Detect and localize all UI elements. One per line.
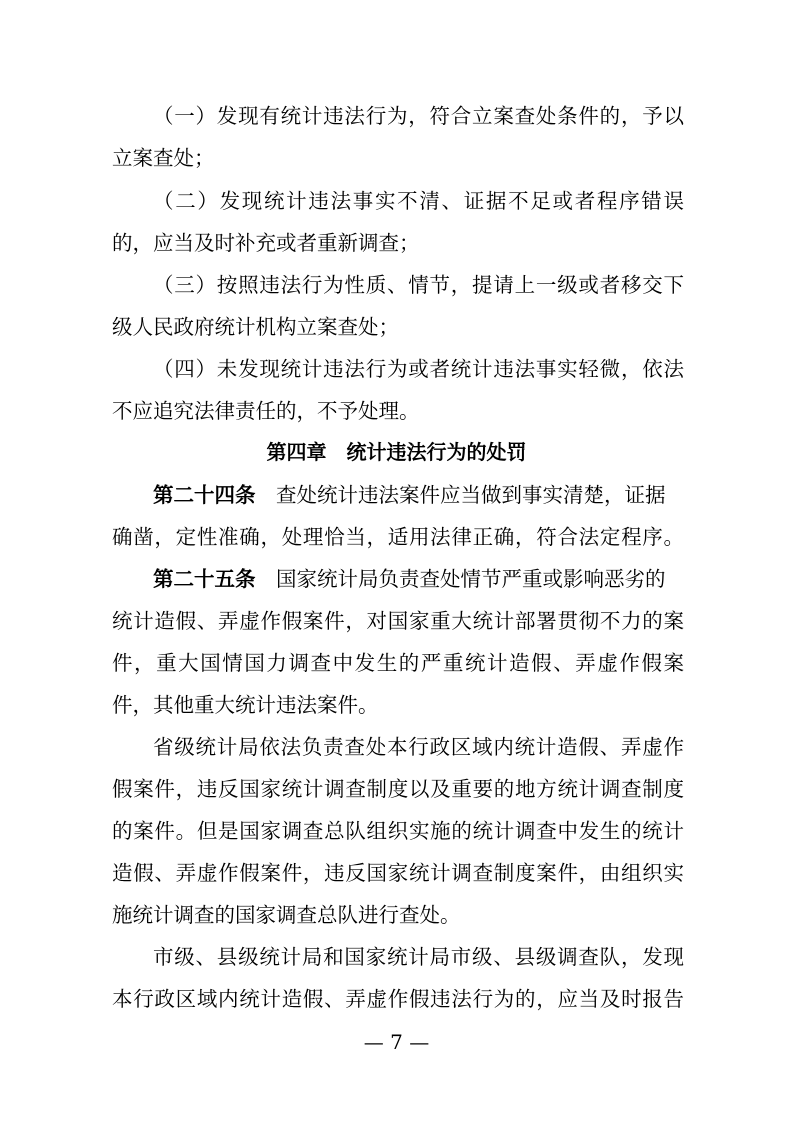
article-24-line <box>153 476 684 514</box>
article-25-text: 国家统计局负责查处情节严重或影响恶劣的 <box>255 567 666 591</box>
text-line: 造假、弄虚作假案件，违反国家统计调查制度案件，由组织实 <box>112 861 684 885</box>
article-25-label: 第二十五条 <box>153 567 256 591</box>
text-line: 施统计调查的国家调查总队进行查处。 <box>112 903 461 927</box>
text-line: 假案件，违反国家统计调查制度以及重要的地方统计调查制度 <box>112 777 684 801</box>
text-line: 确凿，定性准确，处理恰当，适用法律正确，符合法定程序。 <box>112 525 684 549</box>
text-line: 立案查处； <box>112 146 215 170</box>
page-number: — 7 — <box>363 1030 430 1054</box>
text-line: （一）发现有统计违法行为，符合立案查处条件的，予以 <box>153 104 684 128</box>
chapter-heading: 第四章 统计违法行为的处罚 <box>266 440 527 464</box>
article-24-text: 查处统计违法案件应当做到事实清楚，证据 <box>255 483 666 507</box>
text-line: 不应追究法律责任的，不予处理。 <box>112 399 420 423</box>
text-line: 市级、县级统计局和国家统计局市级、县级调查队，发现 <box>153 945 684 969</box>
text-line: 的案件。但是国家调查总队组织实施的统计调查中发生的统计 <box>112 819 684 843</box>
text-line: 本行政区域内统计造假、弄虚作假违法行为的，应当及时报告 <box>112 987 684 1011</box>
text-line: 件，重大国情国力调查中发生的严重统计造假、弄虚作假案 <box>112 651 684 675</box>
article-24-label: 第二十四条 <box>153 483 256 507</box>
text-line: 省级统计局依法负责查处本行政区域内统计造假、弄虚作 <box>153 735 684 759</box>
text-line: 件，其他重大统计违法案件。 <box>112 693 379 717</box>
article-25-line <box>153 560 684 598</box>
text-line: （三）按照违法行为性质、情节，提请上一级或者移交下 <box>153 273 684 297</box>
text-line: 统计造假、弄虚作假案件，对国家重大统计部署贯彻不力的案 <box>112 609 684 633</box>
text-line: （二）发现统计违法事实不清、证据不足或者程序错误 <box>153 189 684 213</box>
text-line: 级人民政府统计机构立案查处； <box>112 315 399 339</box>
text-line: 的，应当及时补充或者重新调查； <box>112 231 420 255</box>
text-line: （四）未发现统计违法行为或者统计违法事实轻微，依法 <box>153 357 684 381</box>
